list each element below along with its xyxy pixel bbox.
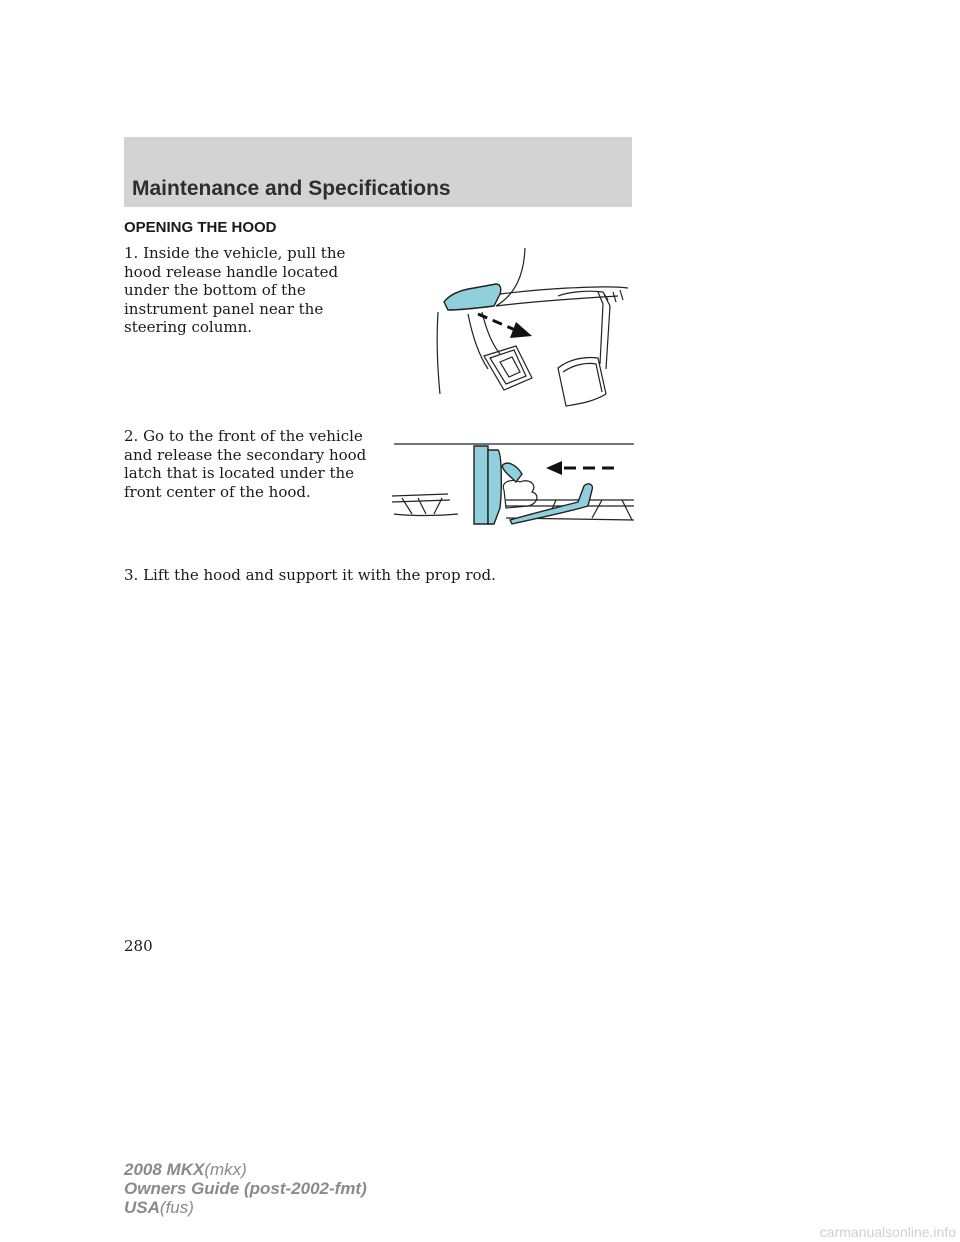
watermark: carmanualsonline.info bbox=[819, 1224, 956, 1240]
footer-line-1 bbox=[124, 1160, 367, 1179]
step-1-text: 1. Inside the vehicle, pull the hood release handle located under the bottom of the instrument panel near the steering column. bbox=[124, 244, 346, 336]
header-band bbox=[124, 137, 632, 207]
hood-release-handle-illustration bbox=[408, 244, 634, 412]
hood-release-handle bbox=[444, 284, 501, 310]
footer-line-2 bbox=[124, 1179, 367, 1198]
step-2-text: 2. Go to the front of the vehicle and release the secondary hood latch that is located under the front center of the hood. bbox=[124, 427, 367, 501]
footer-line-3 bbox=[124, 1198, 367, 1217]
footer-guide: Owners Guide (post-2002-fmt) bbox=[124, 1179, 367, 1198]
footer-model: 2008 MKX bbox=[124, 1160, 205, 1179]
step-3-text: 3. Lift the hood and support it with the prop rod. bbox=[124, 566, 496, 584]
footer-model-code: (mkx) bbox=[204, 1160, 247, 1179]
document-footer bbox=[124, 1160, 367, 1217]
section-heading: OPENING THE HOOD bbox=[124, 219, 277, 236]
footer-market: USA bbox=[124, 1198, 160, 1217]
release-direction-arrow-icon bbox=[546, 461, 614, 475]
page-number: 280 bbox=[124, 937, 153, 955]
footer-market-code: (fus) bbox=[159, 1198, 194, 1217]
page-header-title: Maintenance and Specifications bbox=[132, 177, 451, 200]
secondary-hood-latch-illustration bbox=[388, 430, 636, 530]
